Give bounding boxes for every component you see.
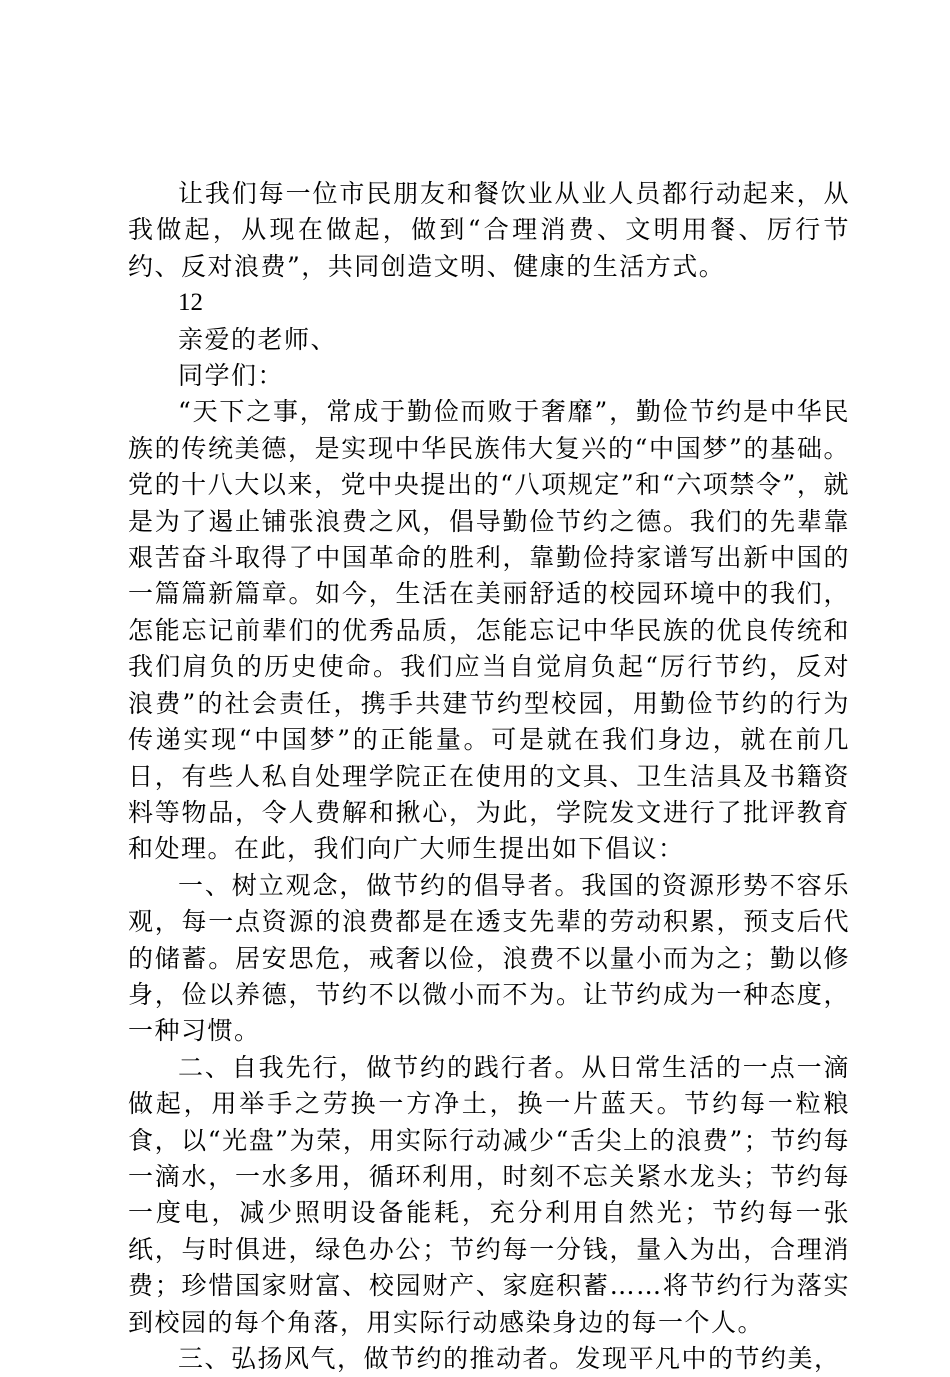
paragraph-proposal-one: 一、树立观念，做节约的倡导者。我国的资源形势不容乐观，每一点资源的浪费都是在透支先辈的劳动积累，预支后代的储蓄。居安思危，戒奢以俭，浪费不以量小而为之；勤以修身，俭以养德，节约不以微小而不为。让节约成为一种态度，一种习惯。 <box>128 870 850 1046</box>
salutation-teachers: 亲爱的老师、 <box>178 324 338 354</box>
salutation-students: 同学们： <box>178 361 285 391</box>
paragraph-proposal-three: 三、弘扬风气，做节约的推动者。发现平凡中的节约美， <box>178 1344 841 1373</box>
paragraph-call-to-action: 让我们每一位市民朋友和餐饮业从业人员都行动起来，从我做起，从现在做起，做到“合理消费、文明用餐、厉行节约、反对浪费”，共同创造文明、健康的生活方式。 <box>128 179 850 281</box>
document-body <box>128 176 850 1377</box>
paragraph-introduction: “天下之事，常成于勤俭而败于奢靡”，勤俭节约是中华民族的传统美德，是实现中华民族伟大复兴的“中国梦”的基础。党的十八大以来，党中央提出的“八项规定”和“六项禁令”，就是为了遏止铺张浪费之风，倡导勤俭节约之德。我们的先辈靠艰苦奋斗取得了中国革命的胜利，靠勤俭持家谱写出新中国的一篇篇新篇章。如今，生活在美丽舒适的校园环境中的我们，怎能忘记前辈们的优秀品质，怎能忘记中华民族的优良传统和我们肩负的历史使命。我们应当自觉肩负起“厉行节约，反对浪费”的社会责任，携手共建节约型校园，用勤俭节约的行为传递实现“中国梦”的正能量。可是就在我们身边，就在前几日，有些人私自处理学院正在使用的文具、卫生洁具及书籍资料等物品，令人费解和揪心，为此，学院发文进行了批评教育和处理。在此，我们向广大师生提出如下倡议： <box>128 397 850 864</box>
paragraph-proposal-two: 二、自我先行，做节约的践行者。从日常生活的一点一滴做起，用举手之劳换一方净土，换一片蓝天。节约每一粒粮食，以“光盘”为荣，用实际行动减少“舌尖上的浪费”；节约每一滴水，一水多用，循环利用，时刻不忘关紧水龙头；节约每一度电，减少照明设备能耗，充分利用自然光；节约每一张纸，与时俱进，绿色办公；节约每一分钱，量入为出，合理消费；珍惜国家财富、校园财产、家庭积蓄……将节约行为落实到校园的每个角落，用实际行动感染身边的每一个人。 <box>128 1052 850 1337</box>
paragraph-number: 12 <box>178 289 203 317</box>
